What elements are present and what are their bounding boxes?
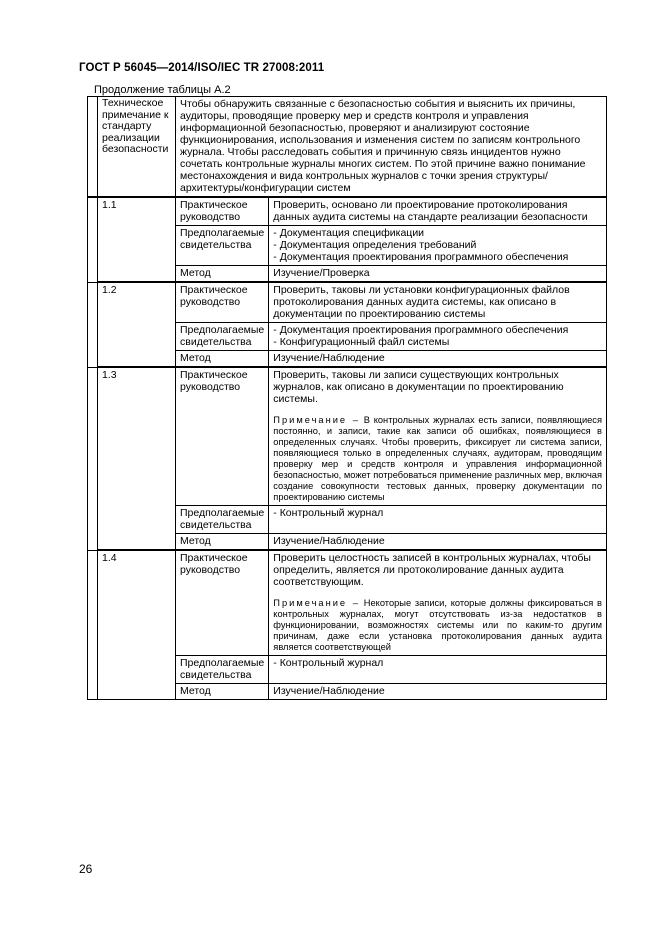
item-number: 1.4 [98,550,176,700]
evidence-label: Предполагаемые свидетельства [176,656,269,684]
spacer-cell [88,197,98,282]
note-label: Примечание – [273,415,361,425]
spacer-cell [88,282,98,367]
guidance-cell [269,367,607,506]
method-value: Изучение/Наблюдение [269,534,607,551]
document-header: ГОСТ Р 56045—2014/ISO/IEC TR 27008:2011 [79,62,325,74]
tech-note-text: Чтобы обнаружить связанные с безопасностью события и выяснить их причины, аудиторы, проводящие проверку мер и средств контроля и управления информационной безопасностью, проверяют и анализируют состояние функционирования, использования и изменения систем по записям контрольного журнала. Чтобы расследовать события и причинную связь инцидентов нужно сочетать контрольные журналы многих систем. По этой причине важно понимание местонахождения и вида контрольных журналов с точки зрения структуры/архитектуры/конфигурации систем [176,97,607,198]
guidance-cell [269,550,607,656]
table-row [88,550,607,656]
evidence-label: Предполагаемые свидетельства [176,323,269,351]
evidence-list [269,506,607,534]
item-number: 1.2 [98,282,176,367]
note-block [273,415,602,503]
table-row [88,197,607,226]
evidence-item: - Контрольный журнал [273,507,384,519]
table-row [88,97,607,198]
tech-note-label: Техническое примечание к стандарту реализации безопасности [98,97,176,198]
guidance-label: Практическое руководство [176,550,269,656]
table-row [88,282,607,323]
evidence-item: - Документация проектирования программного обеспечения [273,324,569,336]
note-text: В контрольных журналах есть записи, появляющиеся постоянно, и записи, такие как записи об ошибках, появляющиеся в определенных случаях. Чтобы проверить, фиксирует ли система записи, появляющиеся только в определенных случаях, аудиторам, проводящим проверку мер и средств контроля и управления информационной безопасностью, может потребоваться применение различных мер, включая создание совокупности тестовых данных, проверку документации по проектированию системы [273,415,602,502]
method-value: Изучение/Проверка [269,266,607,283]
guidance-label: Практическое руководство [176,197,269,226]
note-label: Примечание – [273,598,361,608]
evidence-item: - Документация проектирования программного обеспечения [273,251,569,263]
method-label: Метод [176,351,269,368]
table-row [88,367,607,506]
guidance-text: Проверить целостность записей в контрольных журналах, чтобы определить, является ли протоколирование данных аудита соответствующим. [273,552,591,588]
page-number: 26 [79,862,93,876]
guidance-text: Проверить, таковы ли записи существующих контрольных журналов, как описано в документации по проектированию системы. [273,369,564,405]
evidence-label: Предполагаемые свидетельства [176,226,269,266]
guidance-label: Практическое руководство [176,282,269,323]
evidence-list [269,226,607,266]
note-block [273,598,602,653]
guidance-text: Проверить, таковы ли установки конфигурационных файлов протоколирования данных аудита системы, как описано в документации по проектированию системы [269,282,607,323]
evidence-list [269,323,607,351]
guidance-label: Практическое руководство [176,367,269,506]
method-label: Метод [176,684,269,700]
method-value: Изучение/Наблюдение [269,351,607,368]
evidence-list [269,656,607,684]
method-label: Метод [176,534,269,551]
note-text: Некоторые записи, которые должны фиксироваться в контрольных журналах, могут отсутствовать из-за недостатков в функционировании, возможностях системы или по каким-то другим причинам, даже если установка протоколирования данных аудита является соответствующей [273,598,602,652]
method-label: Метод [176,266,269,283]
spacer-cell [88,97,98,198]
evidence-item: - Конфигурационный файл системы [273,336,450,348]
spacer-cell [88,550,98,700]
table-continuation-caption: Продолжение таблицы А.2 [94,84,231,96]
item-number: 1.3 [98,367,176,550]
evidence-item: - Документация спецификации [273,227,425,239]
guidance-text: Проверить, основано ли проектирование протоколирования данных аудита системы на стандарте реализации безопасности [269,197,607,226]
evidence-label: Предполагаемые свидетельства [176,506,269,534]
evidence-item: - Контрольный журнал [273,657,384,669]
evidence-item: - Документация определения требований [273,239,477,251]
method-value: Изучение/Наблюдение [269,684,607,700]
spacer-cell [88,367,98,550]
requirements-table [87,96,607,700]
item-number: 1.1 [98,197,176,282]
